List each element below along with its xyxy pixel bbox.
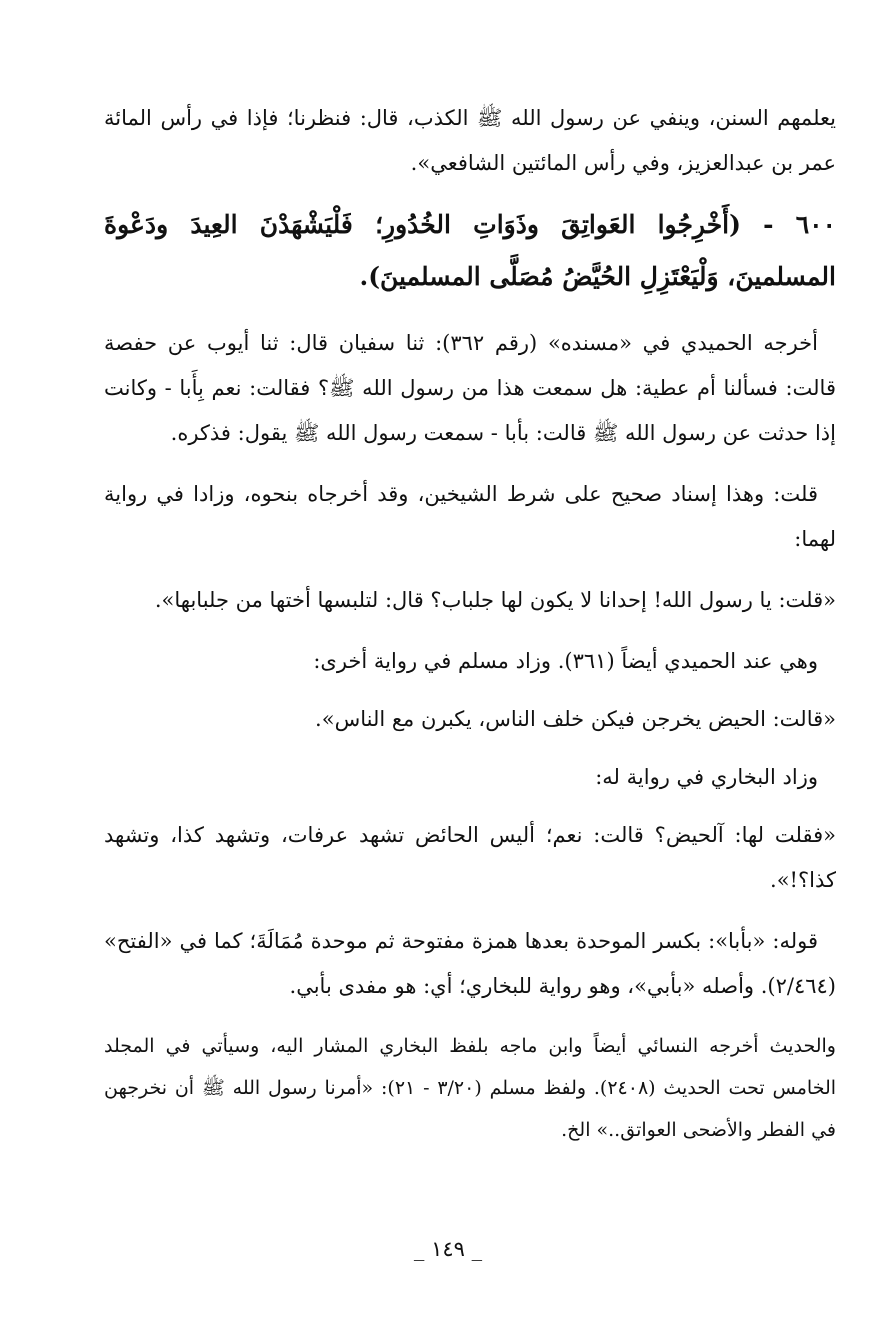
quote-hayd-paragraph: «قالت: الحيض يخرجن فيكن خلف الناس، يكبرن مع الناس». (315, 707, 836, 731)
humaidi-note-paragraph: وهي عند الحميدي أيضاً (٣٦١). وزاد مسلم في رواية أخرى: (313, 649, 818, 673)
final-takhrij-paragraph: والحديث أخرجه النسائي أيضاً وابن ماجه بلفظ البخاري المشار اليه، وسيأتي في المجلد الخامس تحت الحديث (٢٤٠٨). ولفظ مسلم (٣/٢٠ - ٢١): «أمرنا رسول الله ﷺ أن نخرجهن في الفطر والأضحى العواتق..» الخ. (104, 1035, 837, 1141)
commentary-paragraph: قلت: وهذا إسناد صحيح على شرط الشيخين، وقد أخرجاه بنحوه، وزادا في رواية لهما: (104, 482, 836, 551)
quote-arafat-paragraph: «فقلت لها: آلحيض؟ قالت: نعم؛ أليس الحائض تشهد عرفات، وتشهد كذا، وتشهد كذا؟!». (104, 823, 836, 892)
explanation-paragraph: قوله: «بأبا»: بكسر الموحدة بعدها همزة مفتوحة ثم موحدة مُمَالَةَ؛ كما في «الفتح» (٢/٤٦٤). وأصله «بأبي»، وهو رواية للبخاري؛ أي: هو مفدى بأبي. (104, 929, 836, 998)
page-number: _ ١٤٩ _ (413, 1237, 483, 1261)
page-body (104, 96, 836, 1151)
quote-jilbab-paragraph: «قلت: يا رسول الله! إحدانا لا يكون لها جلباب؟ قال: لتلبسها أختها من جلبابها». (154, 588, 836, 612)
continuation-paragraph: يعلمهم السنن، وينفي عن رسول الله ﷺ الكذب، قال: فنظرنا؛ فإذا في رأس المائة عمر بن عبدالعزيز، وفي رأس المائتين الشافعي». (104, 106, 836, 175)
takhrij-paragraph: أخرجه الحميدي في «مسنده» (رقم ٣٦٢): ثنا سفيان قال: ثنا أيوب عن حفصة قالت: فسألنا أم عطية: هل سمعت هذا من رسول الله ﷺ؟ فقالت: نعم بِأَبا - وكانت إذا حدثت عن رسول الله ﷺ قالت: بأبا - سمعت رسول الله ﷺ يقول: فذكره. (104, 331, 836, 445)
hadith-600-text: ٦٠٠ - (أَخْرِجُوا العَواتِقَ وذَوَاتِ الخُدُورِ؛ فَلْيَشْهَدْنَ العِيدَ ودَعْوةَ المسلمينَ، وَلْيَعْتَزِلِ الحُيَّضُ مُصَلَّى المسلمينَ). (104, 210, 836, 291)
bukhari-addition-paragraph: وزاد البخاري في رواية له: (595, 765, 818, 789)
